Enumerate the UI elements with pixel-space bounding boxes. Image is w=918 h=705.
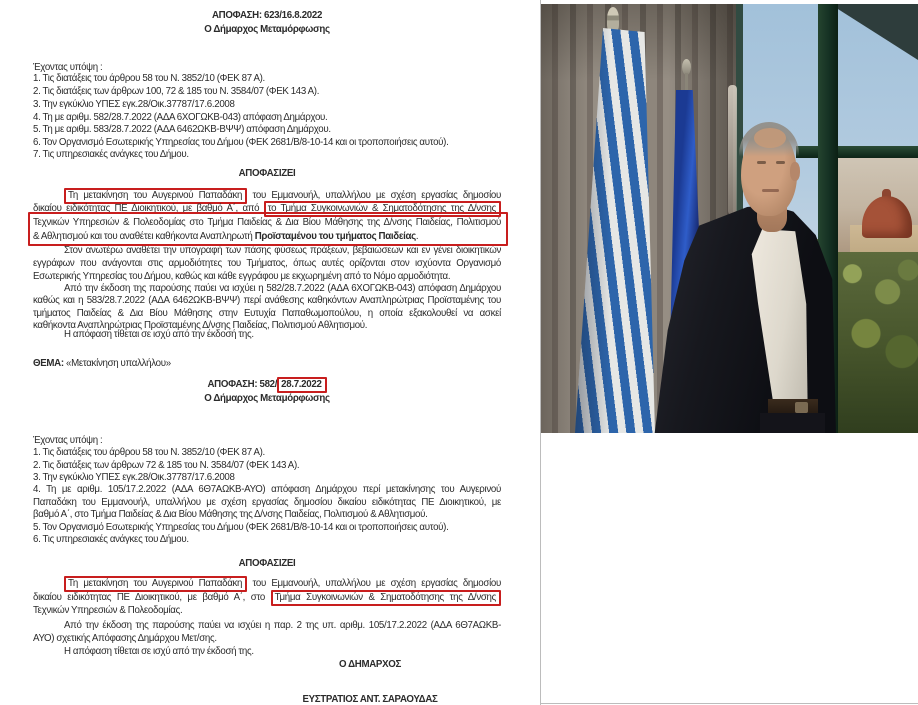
mayor-trousers xyxy=(760,413,825,433)
list-item: 2. Τις διατάξεις των άρθρων 100, 72 & 185 του Ν. 3584/07 (ΦΕΚ 143 Α). xyxy=(33,86,320,97)
body-text: του Εμμανουήλ, υπαλλήλου με σχέση εργασίας δημοσίου xyxy=(247,189,502,201)
mayor-eye xyxy=(757,161,766,164)
decision2-body-line: Τεχνικών Υπηρεσιών & Πολεοδομίας. xyxy=(33,605,183,616)
decision1-decides-heading: ΑΠΟΦΑΣΙΖΕΙ xyxy=(238,168,296,179)
list-item: 3. Την εγκύκλιο ΥΠΕΣ εγκ.28/Οικ.37787/17.6.2008 xyxy=(33,99,235,110)
annotation-box-red: το Τμήμα Συγκοινωνιών & Σηματοδότησης της Δ/νσης xyxy=(264,201,501,217)
body-text: & Αθλητισμού και του αναθέτει καθήκοντα Αναπληρωτή xyxy=(33,230,255,242)
list-item: 5. Τον Οργανισμό Εσωτερικής Υπηρεσίας του Δήμου (ΦΕΚ 2681/Β/8-10-14 και οι τροποποιήσεις αυτού). xyxy=(33,521,449,533)
annotation-box-red: 28.7.2022 xyxy=(277,377,326,393)
subject-text: «Μετακίνηση υπαλλήλου» xyxy=(63,358,171,369)
list-item: 5. Τη με αριθμ. 583/28.7.2022 (ΑΔΑ 6462ΩΚΒ-ΒΨΨ) απόφαση Δημάρχου. xyxy=(33,124,331,135)
list-item: 7. Τις υπηρεσιακές ανάγκες του Δήμου. xyxy=(33,149,189,160)
list-item: 1. Τις διατάξεις του άρθρου 58 του Ν. 3852/10 (ΦΕΚ 87 Α). xyxy=(33,447,265,458)
decision2-decides-heading: ΑΠΟΦΑΣΙΖΕΙ xyxy=(238,557,296,569)
decision2-title xyxy=(33,378,501,391)
mayor-bald-crown xyxy=(754,128,786,148)
annotation-box-red xyxy=(28,212,508,246)
decision1-having-regard: Έχοντας υπόψη : xyxy=(33,62,103,73)
decision2-body-line xyxy=(33,591,501,604)
annotation-box-red: Τμήμα Συγκοινωνιών & Σηματοδότησης της Δ/νσης xyxy=(271,590,501,606)
mayor-eye xyxy=(776,161,785,164)
body-text: δικαίου ειδικότητας ΠΕ Διοικητικού, με βαθμό Α΄, από xyxy=(33,203,264,215)
signature-name: ΕΥΣΤΡΑΤΙΟΣ ΑΝΤ. ΣΑΡΑΟΥΔΑΣ xyxy=(302,693,438,705)
decision1-body-line: Εσωτερικής Υπηρεσίας του Δήμου, καθώς και κάθε εγγράφου με εκχωρημένη από το Νόμο αρμοδιότητα. xyxy=(33,270,451,282)
decision1-mayor: Ο Δήμαρχος Μεταμόρφωσης xyxy=(204,24,330,35)
decision2-body-line xyxy=(33,577,501,590)
list-item: 3. Την εγκύκλιο ΥΠΕΣ εγκ.28/Οικ.37787/17.6.2008 xyxy=(33,472,235,483)
body-text-bold: Προϊσταμένου του τμήματος Παιδείας xyxy=(254,230,416,242)
decision2-body-line: ΑΥΟ) σχετικής Απόφασης Δημάρχου Μετ/σης. xyxy=(33,632,217,644)
list-item: βαθμό Α΄, στο Τμήμα Παιδείας & Δια Βίου Μάθησης της Δ/νσης Παιδείας, Πολιτισμού & Αθλητισμού. xyxy=(33,509,428,520)
decision1-body-line: Από την έκδοση της παρούσης παύει να ισχύει η 582/28.7.2022 (ΑΔΑ 6ΧΟΓΩΚΒ-043) απόφαση Δημάρχου xyxy=(64,282,501,294)
decision1-body-line xyxy=(33,189,501,202)
body-text: του Εμμανουήλ, υπαλλήλου με σχέση εργασίας δημοσίου xyxy=(247,578,502,589)
subject-line xyxy=(33,357,501,370)
curtain-highlight xyxy=(728,85,737,215)
mayor-office-photo xyxy=(541,4,918,433)
window-frame xyxy=(796,146,918,158)
annotation-box-red: Τη μετακίνηση του Αυγερινού Παπαδάκη xyxy=(64,576,247,592)
mayor-ear xyxy=(790,162,800,181)
subject-label: ΘΕΜΑ: xyxy=(33,358,64,369)
trees xyxy=(838,252,918,433)
body-text: δικαίου ειδικότητας ΠΕ Διοικητικού, με βαθμό Α΄, στο xyxy=(33,591,271,603)
list-item: 1. Τις διατάξεις του άρθρου 58 του Ν. 3852/10 (ΦΕΚ 87 Α). xyxy=(33,73,265,84)
list-item: 6. Τον Οργανισμό Εσωτερικής Υπηρεσίας του Δήμου (ΦΕΚ 2681/Β/8-10-14 και οι τροποποιήσεις αυτού). xyxy=(33,136,449,148)
list-item: 4. Τη με αριθμ. 105/17.2.2022 (ΑΔΑ 6Θ7ΑΩΚΒ-ΑΥΟ) απόφαση Δημάρχου περί μετακίνησης του Αυγερινού xyxy=(33,484,501,495)
decision1-title: ΑΠΟΦΑΣΗ: 623/16.8.2022 xyxy=(211,10,323,21)
title-text: ΑΠΟΦΑΣΗ: 582/ xyxy=(207,378,278,390)
mayor-mouth xyxy=(762,189,779,192)
list-item: 6. Τις υπηρεσιακές ανάγκες του Δήμου. xyxy=(33,534,189,545)
decision1-body-line: Η απόφαση τίθεται σε ισχύ από την έκδοσή της. xyxy=(64,328,254,340)
table-cell-border-bottom xyxy=(540,703,918,704)
list-item: 4. Τη με αριθμ. 582/28.7.2022 (ΑΔΑ 6ΧΟΓΩΚΒ-043) απόφαση Δημάρχου. xyxy=(33,111,328,123)
decision2-mayor: Ο Δήμαρχος Μεταμόρφωσης xyxy=(204,393,330,404)
decision1-body-line: Τεχνικών Υπηρεσιών & Πολεοδομίας στο Τμήμα Παιδείας & Δια Βίου Μάθησης της Δ/νσης Παιδείας, Πολιτισμού xyxy=(33,216,501,228)
list-item: Παπαδάκη του Εμμανουήλ, υπαλλήλου με σχέση εργασίας δημοσίου δικαίου ειδικότητας ΠΕ Διοικητικού, με xyxy=(33,496,501,508)
decision2-body-line: Από την έκδοση της παρούσης παύει να ισχύει η παρ. 2 της υπ. αριθμ. 105/17.2.2022 (ΑΔΑ 6Θ7ΑΩΚΒ- xyxy=(64,620,501,631)
decision1-body-line: καθώς και η 583/28.7.2022 (ΑΔΑ 6462ΩΚΒ-ΒΨΨ) περί ανάθεσης καθηκόντων Αναπληρώτριας Προϊσταμένης του xyxy=(33,295,501,306)
decision1-body-line: τμήματος Παιδείας & Δια Βίου Μάθησης στην Ευτυχία Παπαθωμοπούλου, η οποία εξακολουθεί να ασκεί xyxy=(33,307,501,319)
greek-flag-pole-finial xyxy=(607,7,619,31)
decision2-body-line: Η απόφαση τίθεται σε ισχύ από την έκδοσή της. xyxy=(64,645,254,657)
annotation-box-red: Τη μετακίνηση του Αυγερινού Παπαδάκη xyxy=(64,188,247,204)
decision1-body-line: καθήκοντα Αναπληρώτριας Προϊσταμένης Δ/νσης Παιδείας, Πολιτισμού Αθλητισμού. xyxy=(33,320,368,331)
decision1-body-line: εγγράφων που ανάγονται στις αρμοδιότητες του Τμήματος, όπως αυτές ορίζονται στον ισχύοντα Οργανισμό xyxy=(33,257,501,269)
decision1-body-line: Στον ανωτέρω αναθέτει την υπογραφή των πάσης φύσεως πράξεων, βεβαιώσεων και εν γένει διοικητικών xyxy=(64,244,501,256)
list-item: 2. Τις διατάξεις των άρθρων 72 & 185 του Ν. 3584/07 (ΦΕΚ 143 Α). xyxy=(33,459,300,471)
signature-title: Ο ΔΗΜΑΡΧΟΣ xyxy=(339,659,401,670)
belt-buckle xyxy=(795,402,808,413)
decision2-having-regard: Έχοντας υπόψη : xyxy=(33,435,103,446)
body-text: . xyxy=(415,230,419,242)
